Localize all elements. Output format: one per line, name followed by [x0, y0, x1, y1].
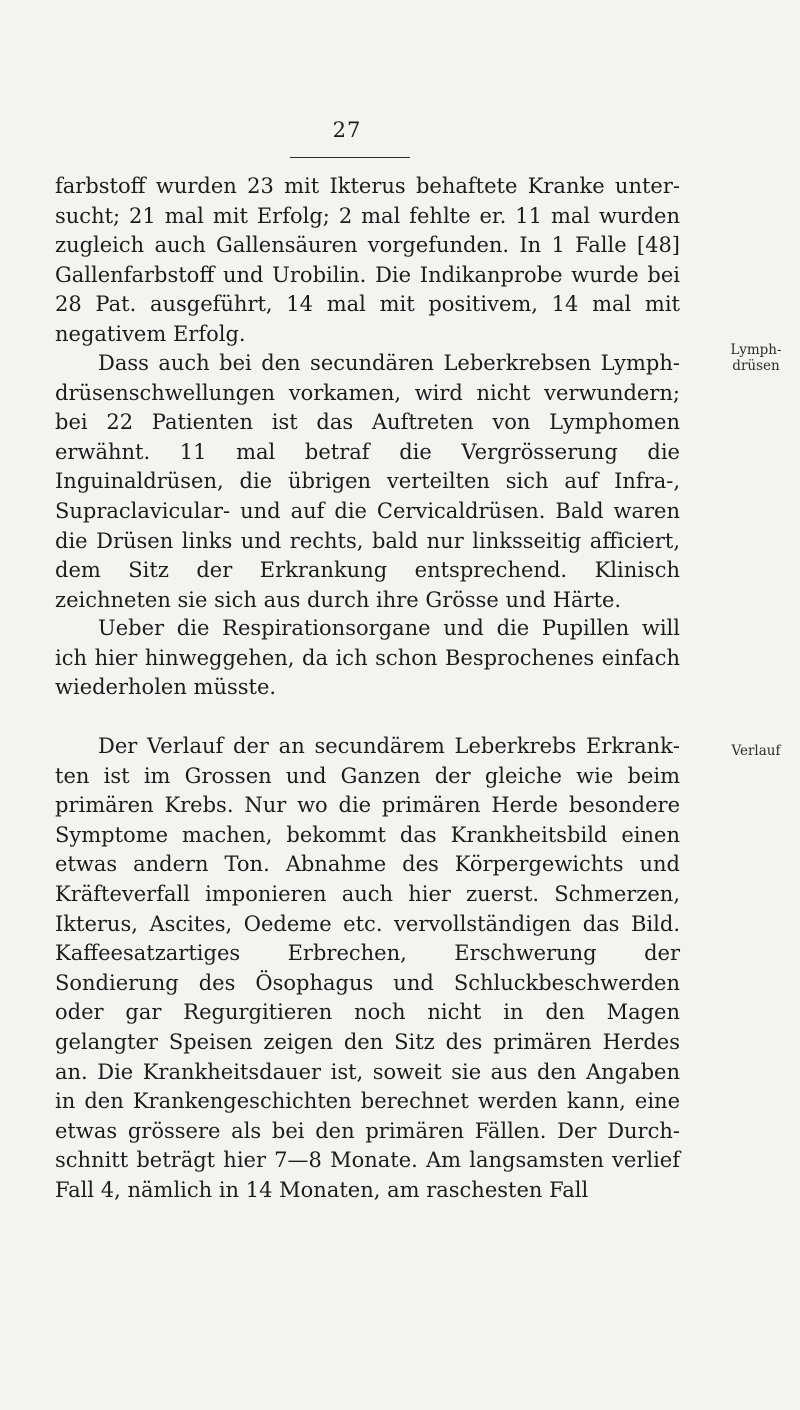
paragraph-ikterus-continuation [55, 172, 680, 350]
margin-note-verlauf [718, 743, 794, 759]
page-number: 27 [332, 118, 362, 142]
margin-note-line: drüsen [732, 358, 780, 374]
paragraph-text: farbstoff wurden 23 mit Ikterus behaftete Kranke untersucht; 21 mal mit Erfolg; 2 mal fehlte er. 11 mal wurden zugleich auch Gallensäuren vorgefunden. In 1 Falle [48] Gallenfarbstoff und Urobilin. Die Indikanprobe wurde bei 28 Pat. ausgeführt, 14 mal mit positivem, 14 mal mit negativem Erfolg. [55, 174, 680, 346]
paragraph-lymphdruesen [55, 349, 680, 615]
paragraph-verlauf [55, 732, 680, 1206]
paragraph-text: Der Verlauf der an secundärem Leberkrebs Erkrankten ist im Grossen und Ganzen der gleiche wie beim primären Krebs. Nur wo die primären Herde besondere Symptome machen, bekommt das Krankheitsbild einen etwas andern Ton. Abnahme des Körpergewichts und Kräfteverfall imponieren auch hier zuerst. Schmerzen, Ikterus, Ascites, Oedeme etc. vervollständigen das Bild. Kaffeesatzartiges Erbrechen, Erschwerung der Sondierung des Ösophagus und Schluckbeschwerden oder gar Regurgitieren noch nicht in den Magen gelangter Speisen zeigen den Sitz des primären Herdes an. Die Krankheitsdauer ist, soweit sie aus den Angaben in den Krankengeschichten berechnet werden kann, eine etwas grössere als bei den primären Fällen. Der Durchschnitt beträgt hier 7—8 Monate. Am langsamsten verlief Fall 4, nämlich in 14 Monaten, am raschesten Fall [55, 734, 680, 1202]
margin-note-lymphdruesen [718, 342, 794, 374]
header-rule [290, 157, 410, 158]
paragraph-respirationsorgane [55, 614, 680, 703]
margin-note-line: Lymph- [730, 342, 782, 358]
paragraph-text: Dass auch bei den secundären Leberkrebsen Lymphdrüsenschwellungen vorkamen, wird nicht verwundern; bei 22 Patienten ist das Auftreten von Lymphomen erwähnt. 11 mal betraf die Vergrösserung die Inguinaldrüsen, die übrigen verteilten sich auf Infra-, Supraclavicular- und auf die Cervicaldrüsen. Bald waren die Drüsen links und rechts, bald nur linksseitig afficiert, dem Sitz der Erkrankung entsprechend. Klinisch zeichneten sie sich aus durch ihre Grösse und Härte. [55, 351, 680, 612]
margin-note-line: Verlauf [731, 743, 781, 759]
paragraph-text: Ueber die Respirationsorgane und die Pupillen will ich hier hinweggehen, da ich schon Besprochenes einfach wiederholen müsste. [55, 616, 680, 700]
